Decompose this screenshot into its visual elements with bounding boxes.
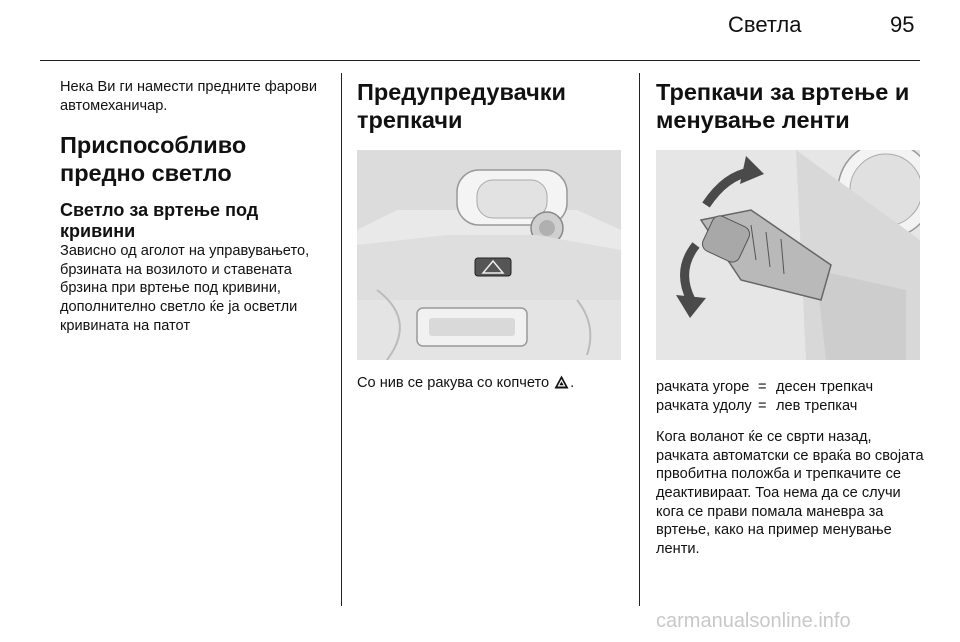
definition-term: рачката угоре: [656, 379, 750, 395]
section-heading-turn-signals: Трепкачи за вртење и менување ленти: [656, 79, 910, 133]
hazard-caption-end: .: [570, 375, 575, 391]
column-divider-right: [639, 73, 640, 606]
cornering-light-text: Зависно од аголот на управувањето, брзината на возилото и ставената брзина при вртење под кривини, дополнително светло ќе ја осветли кривината на патот: [60, 243, 310, 334]
hazard-caption-text: Со нив се ракува со копчето: [357, 375, 550, 391]
section-heading-adaptive-light: Приспособливо предно светло: [60, 132, 247, 187]
column-hazard-flashers: [357, 78, 625, 395]
page-number: 95: [890, 12, 915, 37]
hazard-caption: [357, 374, 625, 395]
column-turn-signals: [656, 78, 924, 558]
definition-term: рачката удолу: [656, 397, 752, 414]
intro-text: Нека Ви ги намести предните фарови автомеханичар.: [60, 79, 318, 114]
page-header-title: Светла: [728, 12, 802, 37]
subheading-cornering-light: Светло за вртење под кривини: [60, 200, 259, 242]
section-heading-hazard-flashers: Предупредувачки трепкачи: [357, 79, 566, 133]
hazard-warning-triangle-icon: [554, 375, 569, 395]
definition-row: [656, 378, 924, 397]
header-divider: [40, 60, 920, 61]
turn-signal-lever-illustration: [656, 150, 920, 360]
column-adaptive-light: [60, 78, 328, 335]
turn-signal-text: Кога воланот ќе се сврти назад, рачката автоматски се враќа во својата првобитна положба и трепкачите се деактивираат. Тоа нема да се случи кога се прави помала маневра за вртење, како на пример менување ленти.: [656, 429, 924, 557]
hazard-switch-illustration: [357, 150, 621, 360]
watermark-text: carmanualsonline.info: [656, 610, 851, 632]
column-divider-left: [341, 73, 342, 606]
definition-description: десен трепкач: [776, 379, 874, 395]
turn-signal-definitions: [656, 378, 924, 415]
definition-separator: =: [758, 397, 767, 414]
definition-row: [656, 397, 924, 416]
definition-separator: =: [758, 379, 767, 395]
definition-description: лев трепкач: [776, 397, 858, 414]
